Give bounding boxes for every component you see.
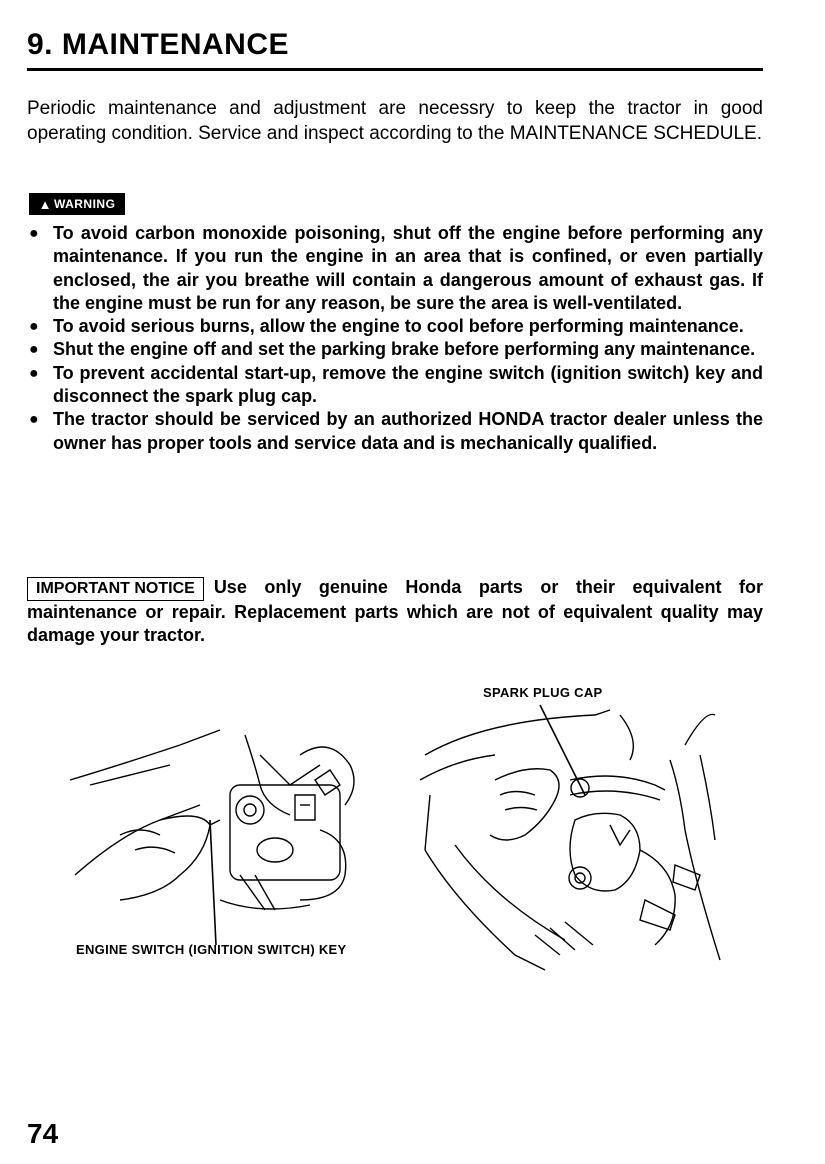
warning-item-text: The tractor should be serviced by an authorized HONDA tractor dealer unless the owner has proper tools and service data and is mechanically qualified. <box>53 409 763 453</box>
warning-item <box>27 408 763 455</box>
warning-item-text: To avoid serious burns, allow the engine to cool before performing maintenance. <box>53 316 744 337</box>
warning-item-text: To avoid carbon monoxide poisoning, shut off the engine before performing any maintenance. If you run the engine in an area that is confined, or even partially enclosed, the air you breathe will contain a dangerous amount of exhaust gas. If the engine must be run for any reason, be sure the area is well-ventilated. <box>53 223 763 313</box>
spark-plug-cap-label: SPARK PLUG CAP <box>483 685 603 700</box>
bullet-icon: ● <box>29 364 39 382</box>
warning-item <box>27 315 763 338</box>
warning-item <box>27 222 763 315</box>
intro-paragraph: Periodic maintenance and adjustment are necessry to keep the tractor in good operating condition. Service and inspect according to the MAINTENANCE SCHEDULE. <box>27 98 763 144</box>
spark-plug-cap-illustration <box>415 700 735 975</box>
bullet-icon: ● <box>29 341 39 359</box>
ignition-key-illustration <box>60 725 370 945</box>
warning-item-text: Shut the engine off and set the parking brake before performing any maintenance. <box>53 339 756 360</box>
notice-label: IMPORTANT NOTICE <box>27 577 204 601</box>
warning-item-text: To prevent accidental start-up, remove the engine switch (ignition switch) key and disconnect the spark plug cap. <box>53 362 763 407</box>
bullet-icon: ● <box>29 411 39 429</box>
notice-text: Use only genuine Honda parts or their equivalent for maintenance or repair. Replacement parts which are not of equivalent quality may damage your tractor. <box>27 577 763 645</box>
bullet-icon: ● <box>29 225 39 242</box>
warning-item <box>27 362 763 409</box>
warning-item <box>27 338 763 361</box>
title-divider <box>27 68 763 71</box>
page-title: 9. MAINTENANCE <box>27 28 290 61</box>
warning-label: WARNING <box>53 197 116 211</box>
warning-list <box>27 222 763 455</box>
important-notice <box>27 576 763 647</box>
bullet-icon: ● <box>29 318 39 336</box>
warning-badge <box>29 193 125 215</box>
ignition-key-label: ENGINE SWITCH (IGNITION SWITCH) KEY <box>76 942 347 957</box>
warning-triangle-icon: ▲ <box>38 196 52 212</box>
page-number: 74 <box>27 1118 59 1149</box>
